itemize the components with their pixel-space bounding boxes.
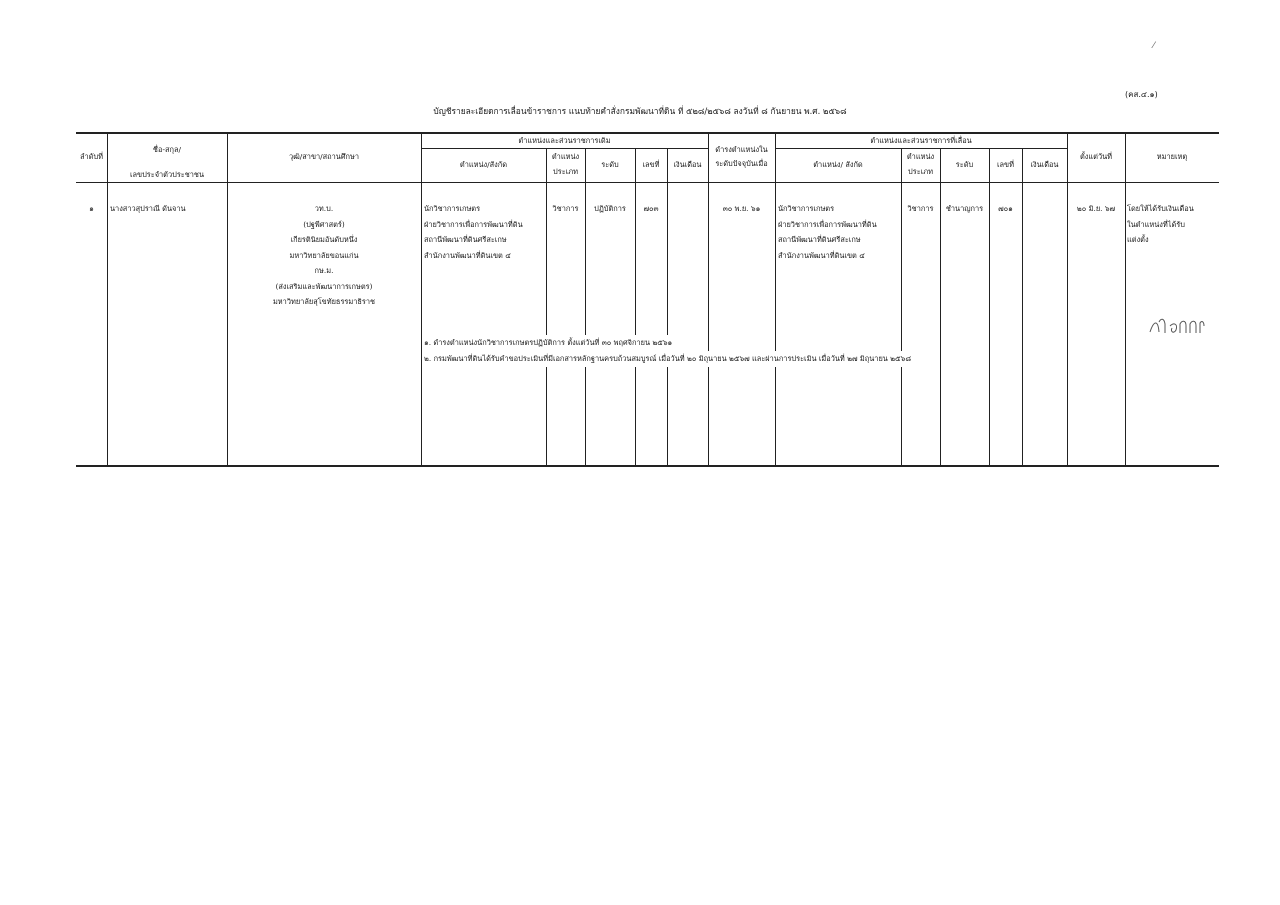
header-new-type-2: ประเภท: [908, 167, 933, 176]
header-new-position: ตำแหน่ง/ สังกัด: [813, 160, 863, 169]
new-position-line: ฝ่ายวิชาการเพื่อการพัฒนาที่ดิน: [778, 220, 877, 229]
old-position-line: สถานีพัฒนาที่ดินศรีสะเกษ: [424, 235, 507, 244]
header-order: ลำดับที่: [79, 152, 104, 161]
new-position-line: นักวิชาการเกษตร: [778, 204, 835, 213]
header-old-group: ตำแหน่งและส่วนราชการเดิม: [518, 136, 611, 145]
header-old-level: ระดับ: [601, 160, 619, 169]
header-name: ชื่อ-สกุล/: [152, 145, 182, 154]
cell-current-since: ๓๐ พ.ย. ๖๑: [722, 204, 761, 213]
cell-new-level: ชำนาญการ: [945, 204, 984, 213]
header-old-salary: เงินเดือน: [673, 160, 702, 169]
degree-line: วท.บ.: [314, 204, 334, 213]
header-old-type-1: ตำแหน่ง: [551, 152, 580, 161]
pen-mark: ⁄: [1153, 41, 1155, 51]
header-new-level: ระดับ: [955, 160, 974, 169]
header-remark: หมายเหตุ: [1156, 152, 1188, 161]
remark-line: โดยให้ได้รับเงินเดือน: [1127, 204, 1194, 213]
header-degree: วุฒิ/สาขา/สถานศึกษา: [288, 152, 360, 161]
cell-new-type: วิชาการ: [907, 204, 934, 213]
degree-line: มหาวิทยาลัยขอนแก่น: [289, 251, 359, 260]
header-current-2: ระดับปัจจุบันเมื่อ: [715, 159, 768, 168]
cell-order: ๑: [89, 204, 94, 213]
header-current-1: ดำรงตำแหน่งใน: [715, 145, 768, 154]
degree-line: กษ.ม.: [314, 266, 334, 275]
remark-line: ในตำแหน่งที่ได้รับ: [1127, 220, 1185, 229]
form-code: (คส.๔.๑): [1125, 90, 1158, 99]
handwritten-signature: [1148, 314, 1206, 342]
header-new-group: ตำแหน่งและส่วนราชการที่เลื่อน: [870, 136, 972, 145]
header-since: ตั้งแต่วันที่: [1079, 152, 1113, 161]
cell-old-level: ปฏิบัติการ: [594, 204, 626, 213]
degree-line: เกียรตินิยมอันดับหนึ่ง: [290, 235, 358, 244]
document-title: บัญชีรายละเอียดการเลื่อนข้าราชการ แนบท้ายคำสั่งกรมพัฒนาที่ดิน ที่ ๕๒๘/๒๕๖๘ ลงวันที่ ๘ กันยายน พ.ศ. ๒๕๖๘: [433, 106, 847, 116]
degree-line: (ปฐพีศาสตร์): [303, 220, 345, 229]
new-position-line: สำนักงานพัฒนาที่ดินเขต ๔: [778, 251, 865, 260]
header-new-type-1: ตำแหน่ง: [906, 152, 935, 161]
new-position-line: สถานีพัฒนาที่ดินศรีสะเกษ: [778, 235, 861, 244]
note-1: ๑. ดำรงตำแหน่งนักวิชาการเกษตรปฏิบัติการ ตั้งแต่วันที่ ๓๐ พฤศจิกายน ๒๕๖๑: [424, 335, 672, 351]
degree-line: (ส่งเสริมและพัฒนาการเกษตร): [275, 282, 373, 291]
cell-name: นางสาวสุปราณี ดันจาน: [110, 204, 186, 213]
header-old-number: เลขที่: [642, 160, 660, 169]
cell-old-type: วิชาการ: [552, 204, 579, 213]
note-2: ๒. กรมพัฒนาที่ดินได้รับคำขอประเมินที่มีเอกสารหลักฐานครบถ้วนสมบูรณ์ เมื่อวันที่ ๒๐ มิถุนายน ๒๕๖๗ และผ่านการประเมิน เมื่อวันที่ ๒๗ มิถุนายน ๒๕๖๘: [424, 351, 911, 367]
header-id: เลขประจำตัวประชาชน: [129, 170, 205, 179]
old-position-line: นักวิชาการเกษตร: [424, 204, 481, 213]
old-position-line: ฝ่ายวิชาการเพื่อการพัฒนาที่ดิน: [424, 220, 523, 229]
header-new-salary: เงินเดือน: [1030, 160, 1059, 169]
cell-new-number: ๗๐๑: [998, 204, 1013, 213]
header-old-position: ตำแหน่ง/สังกัด: [459, 160, 508, 169]
cell-since: ๒๐ มิ.ย. ๖๗: [1076, 204, 1116, 213]
remark-line: แต่งตั้ง: [1127, 235, 1149, 244]
old-position-line: สำนักงานพัฒนาที่ดินเขต ๔: [424, 251, 511, 260]
cell-old-number: ๗๐๓: [643, 204, 659, 213]
degree-line: มหาวิทยาลัยสุโขทัยธรรมาธิราช: [272, 297, 376, 306]
header-new-number: เลขที่: [997, 160, 1014, 169]
header-old-type-2: ประเภท: [553, 167, 578, 176]
